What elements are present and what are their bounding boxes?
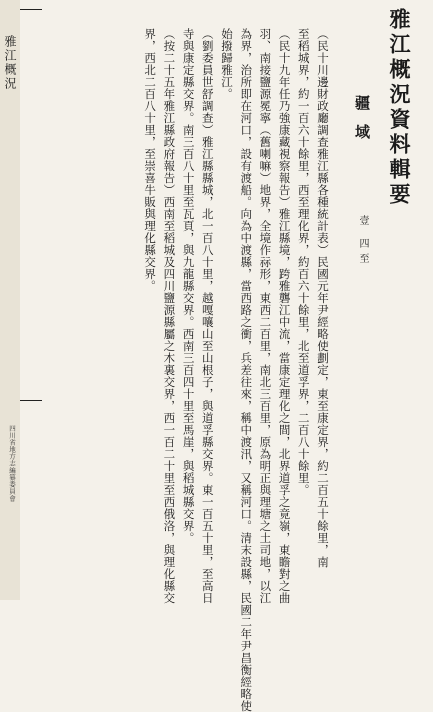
text-column: 羽、南接鹽源冕寧（舊喇嘛）地界，全境作祘形，東西二百里，南北三百里，原為明正與理塘之土司地，以江 [258,28,273,604]
text-column: 至稻城界，約一百六十餘里，西至理化界，約百六十餘里，北至道孚界，二百八十餘里。 [296,28,311,496]
edge-rule-top [20,9,42,10]
text-column: 寺與康定縣交界。南三百八十里至瓦頁，與九龍縣交界。西南三百四十里至馬崖，與稻城縣交界。 [181,28,196,544]
section-title: 疆域 [353,95,371,153]
edge-running-title: 雅江概況 [3,35,17,91]
sub-heading: 壹 四至 [357,215,368,269]
edge-publisher-text: 四川省地方志編纂委員會 [8,425,16,502]
text-column: （民十川邊財政廳調查雅江縣各種統計表）民國元年尹經略使劃定，東至康定界，約二百五十餘里，南 [316,28,330,568]
text-column: （民十九年任乃強康藏視察報告）雅江縣境，跨雅礱江中流，當康定理化之間，北界道孚之竟嶺，東瞻對之曲 [277,28,292,604]
book-title: 雅江概況資料輯要 [387,8,412,208]
text-column: 界，西北二百八十里，至崇喜牛販與理化縣交界。 [143,28,158,292]
text-column: 為界，治所即在河口，設有渡船。向為中渡縣，當西路之衝，兵差往來，稱中渡汛，又稱河口。清末設縣，民國二年尹昌衡經略使 [239,28,254,712]
body-text [42,28,332,712]
edge-rule-bottom [20,400,42,401]
text-column: （按二十五年雅江縣政府報告）西南至稻城及四川鹽源縣屬之木裏交界，西一百二十里至西俄洛，與理化縣交 [162,28,177,604]
text-column: （劉委員世舒調查）雅江縣縣城，北一百八十里，越嘎嚷山至山根子，與道孚縣交界。東一百五十里，至高日 [200,28,215,604]
text-column: 始撥歸雅江。 [219,28,234,100]
